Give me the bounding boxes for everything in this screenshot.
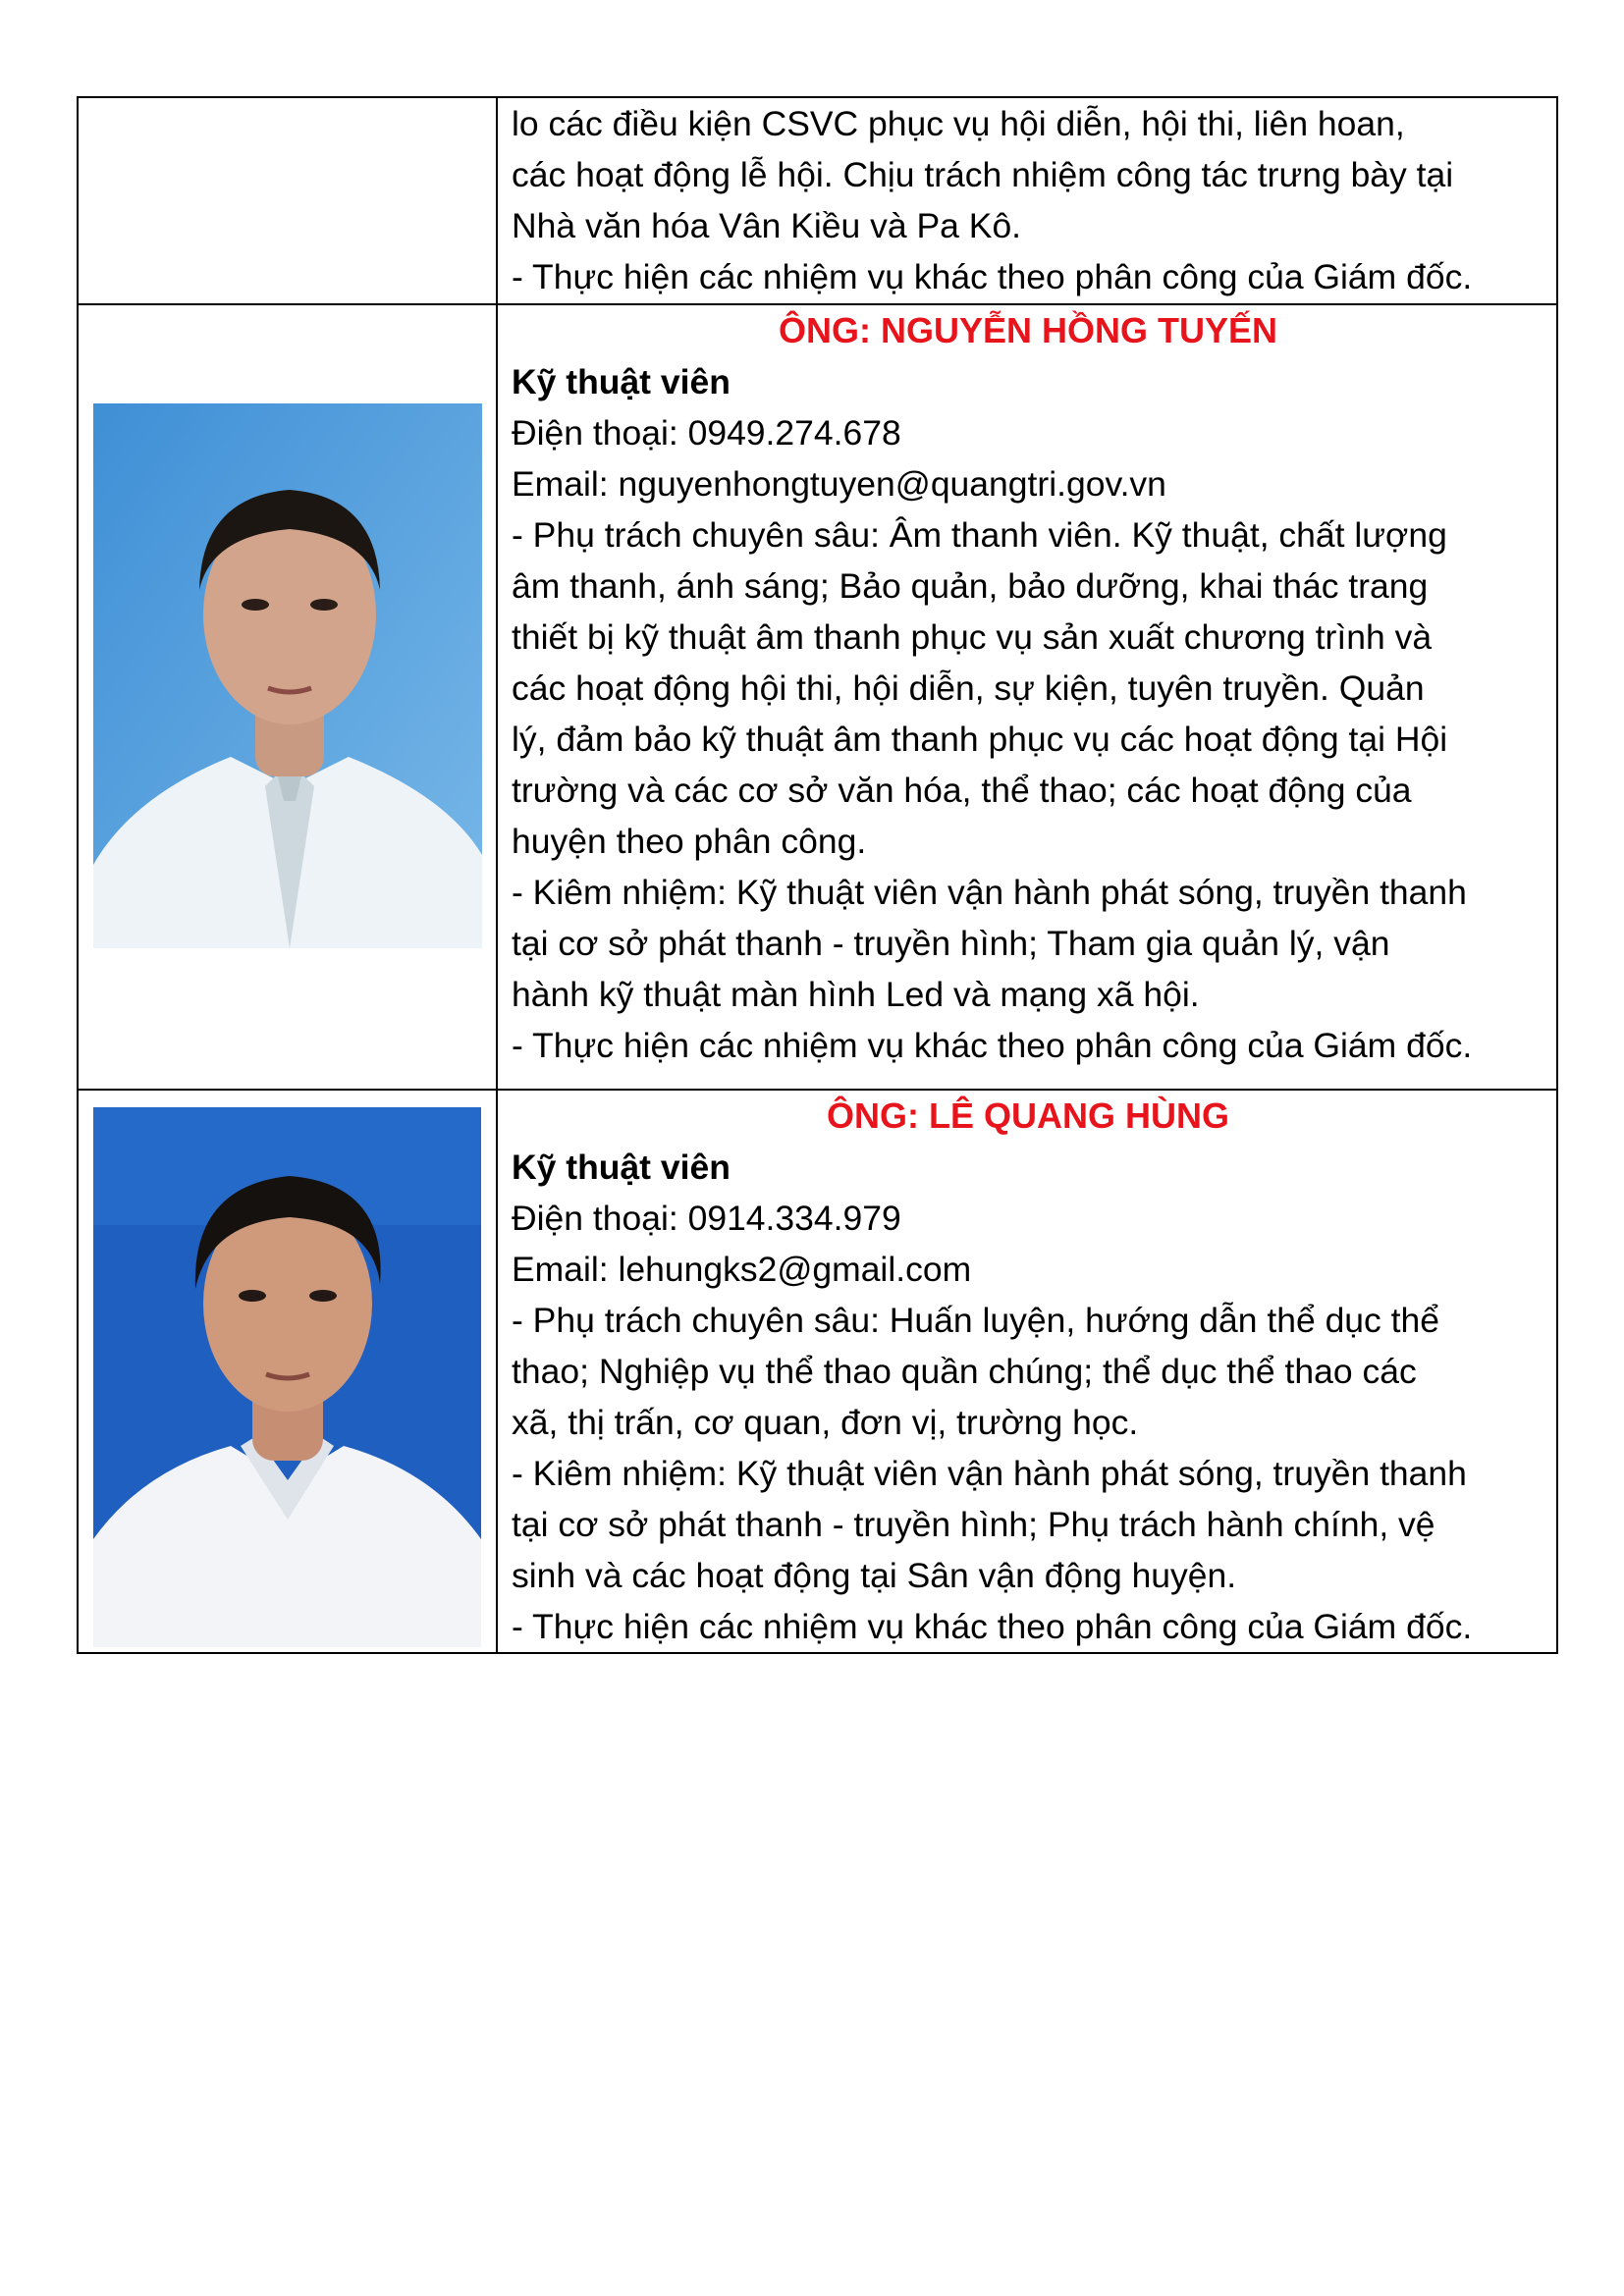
duty-line: thao; Nghiệp vụ thể thao quần chúng; thể dục thể thao các [512,1352,1417,1391]
duty-line: - Thực hiện các nhiệm vụ khác theo phân công của Giám đốc. [512,1607,1473,1646]
table-row [78,1090,1557,1653]
duty-line: huyện theo phân công. [512,822,867,861]
phone-text: Điện thoại: 0914.334.979 [512,1199,901,1238]
duty-line: lo các điều kiện CSVC phục vụ hội diễn, hội thi, liên hoan, [512,104,1405,143]
duty-line: - Thực hiện các nhiệm vụ khác theo phân công của Giám đốc. [512,257,1473,296]
email-text: Email: nguyenhongtuyen@quangtri.gov.vn [512,464,1166,504]
person-name: ÔNG: NGUYỄN HỒNG TUYẾN [778,310,1278,350]
duty-line: thiết bị kỹ thuật âm thanh phục vụ sản xuất chương trình và [512,617,1433,657]
staff-table [77,96,1558,1654]
duty-line: - Phụ trách chuyên sâu: Huấn luyện, hướng dẫn thể dục thể [512,1301,1440,1340]
duty-line: - Kiêm nhiệm: Kỹ thuật viên vận hành phát sóng, truyền thanh [512,1454,1467,1493]
portrait-image [93,403,482,948]
profile-cell [497,1090,1557,1653]
portrait-photo [93,1107,481,1647]
duty-line: Nhà văn hóa Vân Kiều và Pa Kô. [512,206,1022,245]
duty-line: hành kỹ thuật màn hình Led và mạng xã hội. [512,975,1200,1014]
table-row [78,97,1557,304]
duty-line: sinh và các hoạt động tại Sân vận động huyện. [512,1556,1237,1595]
duty-line: trường và các cơ sở văn hóa, thể thao; các hoạt động của [512,771,1412,810]
duty-line: - Phụ trách chuyên sâu: Âm thanh viên. Kỹ thuật, chất lượng [512,515,1447,555]
photo-cell [78,304,497,1090]
duty-line: các hoạt động hội thi, hội diễn, sự kiện, tuyên truyền. Quản [512,668,1425,708]
job-title: Kỹ thuật viên [512,1148,731,1187]
duty-line: - Kiêm nhiệm: Kỹ thuật viên vận hành phát sóng, truyền thanh [512,873,1467,912]
email-text: Email: lehungks2@gmail.com [512,1250,972,1289]
duty-line: tại cơ sở phát thanh - truyền hình; Phụ trách hành chính, vệ [512,1505,1435,1544]
duty-line: xã, thị trấn, cơ quan, đơn vị, trường học. [512,1403,1139,1442]
table-row [78,304,1557,1090]
portrait-image [93,1107,481,1647]
person-name: ÔNG: LÊ QUANG HÙNG [827,1095,1229,1136]
duty-line: - Thực hiện các nhiệm vụ khác theo phân công của Giám đốc. [512,1026,1473,1065]
job-title: Kỹ thuật viên [512,362,731,401]
profile-cell [497,304,1557,1090]
portrait-photo [93,403,482,948]
duties-cell [497,97,1557,304]
photo-cell [78,1090,497,1653]
duty-line: các hoạt động lễ hội. Chịu trách nhiệm công tác trưng bày tại [512,155,1454,194]
duty-line: tại cơ sở phát thanh - truyền hình; Tham gia quản lý, vận [512,924,1390,963]
duty-line: âm thanh, ánh sáng; Bảo quản, bảo dưỡng, khai thác trang [512,566,1429,606]
phone-text: Điện thoại: 0949.274.678 [512,413,901,453]
duty-line: lý, đảm bảo kỹ thuật âm thanh phục vụ các hoạt động tại Hội [512,720,1448,759]
photo-cell [78,97,497,304]
